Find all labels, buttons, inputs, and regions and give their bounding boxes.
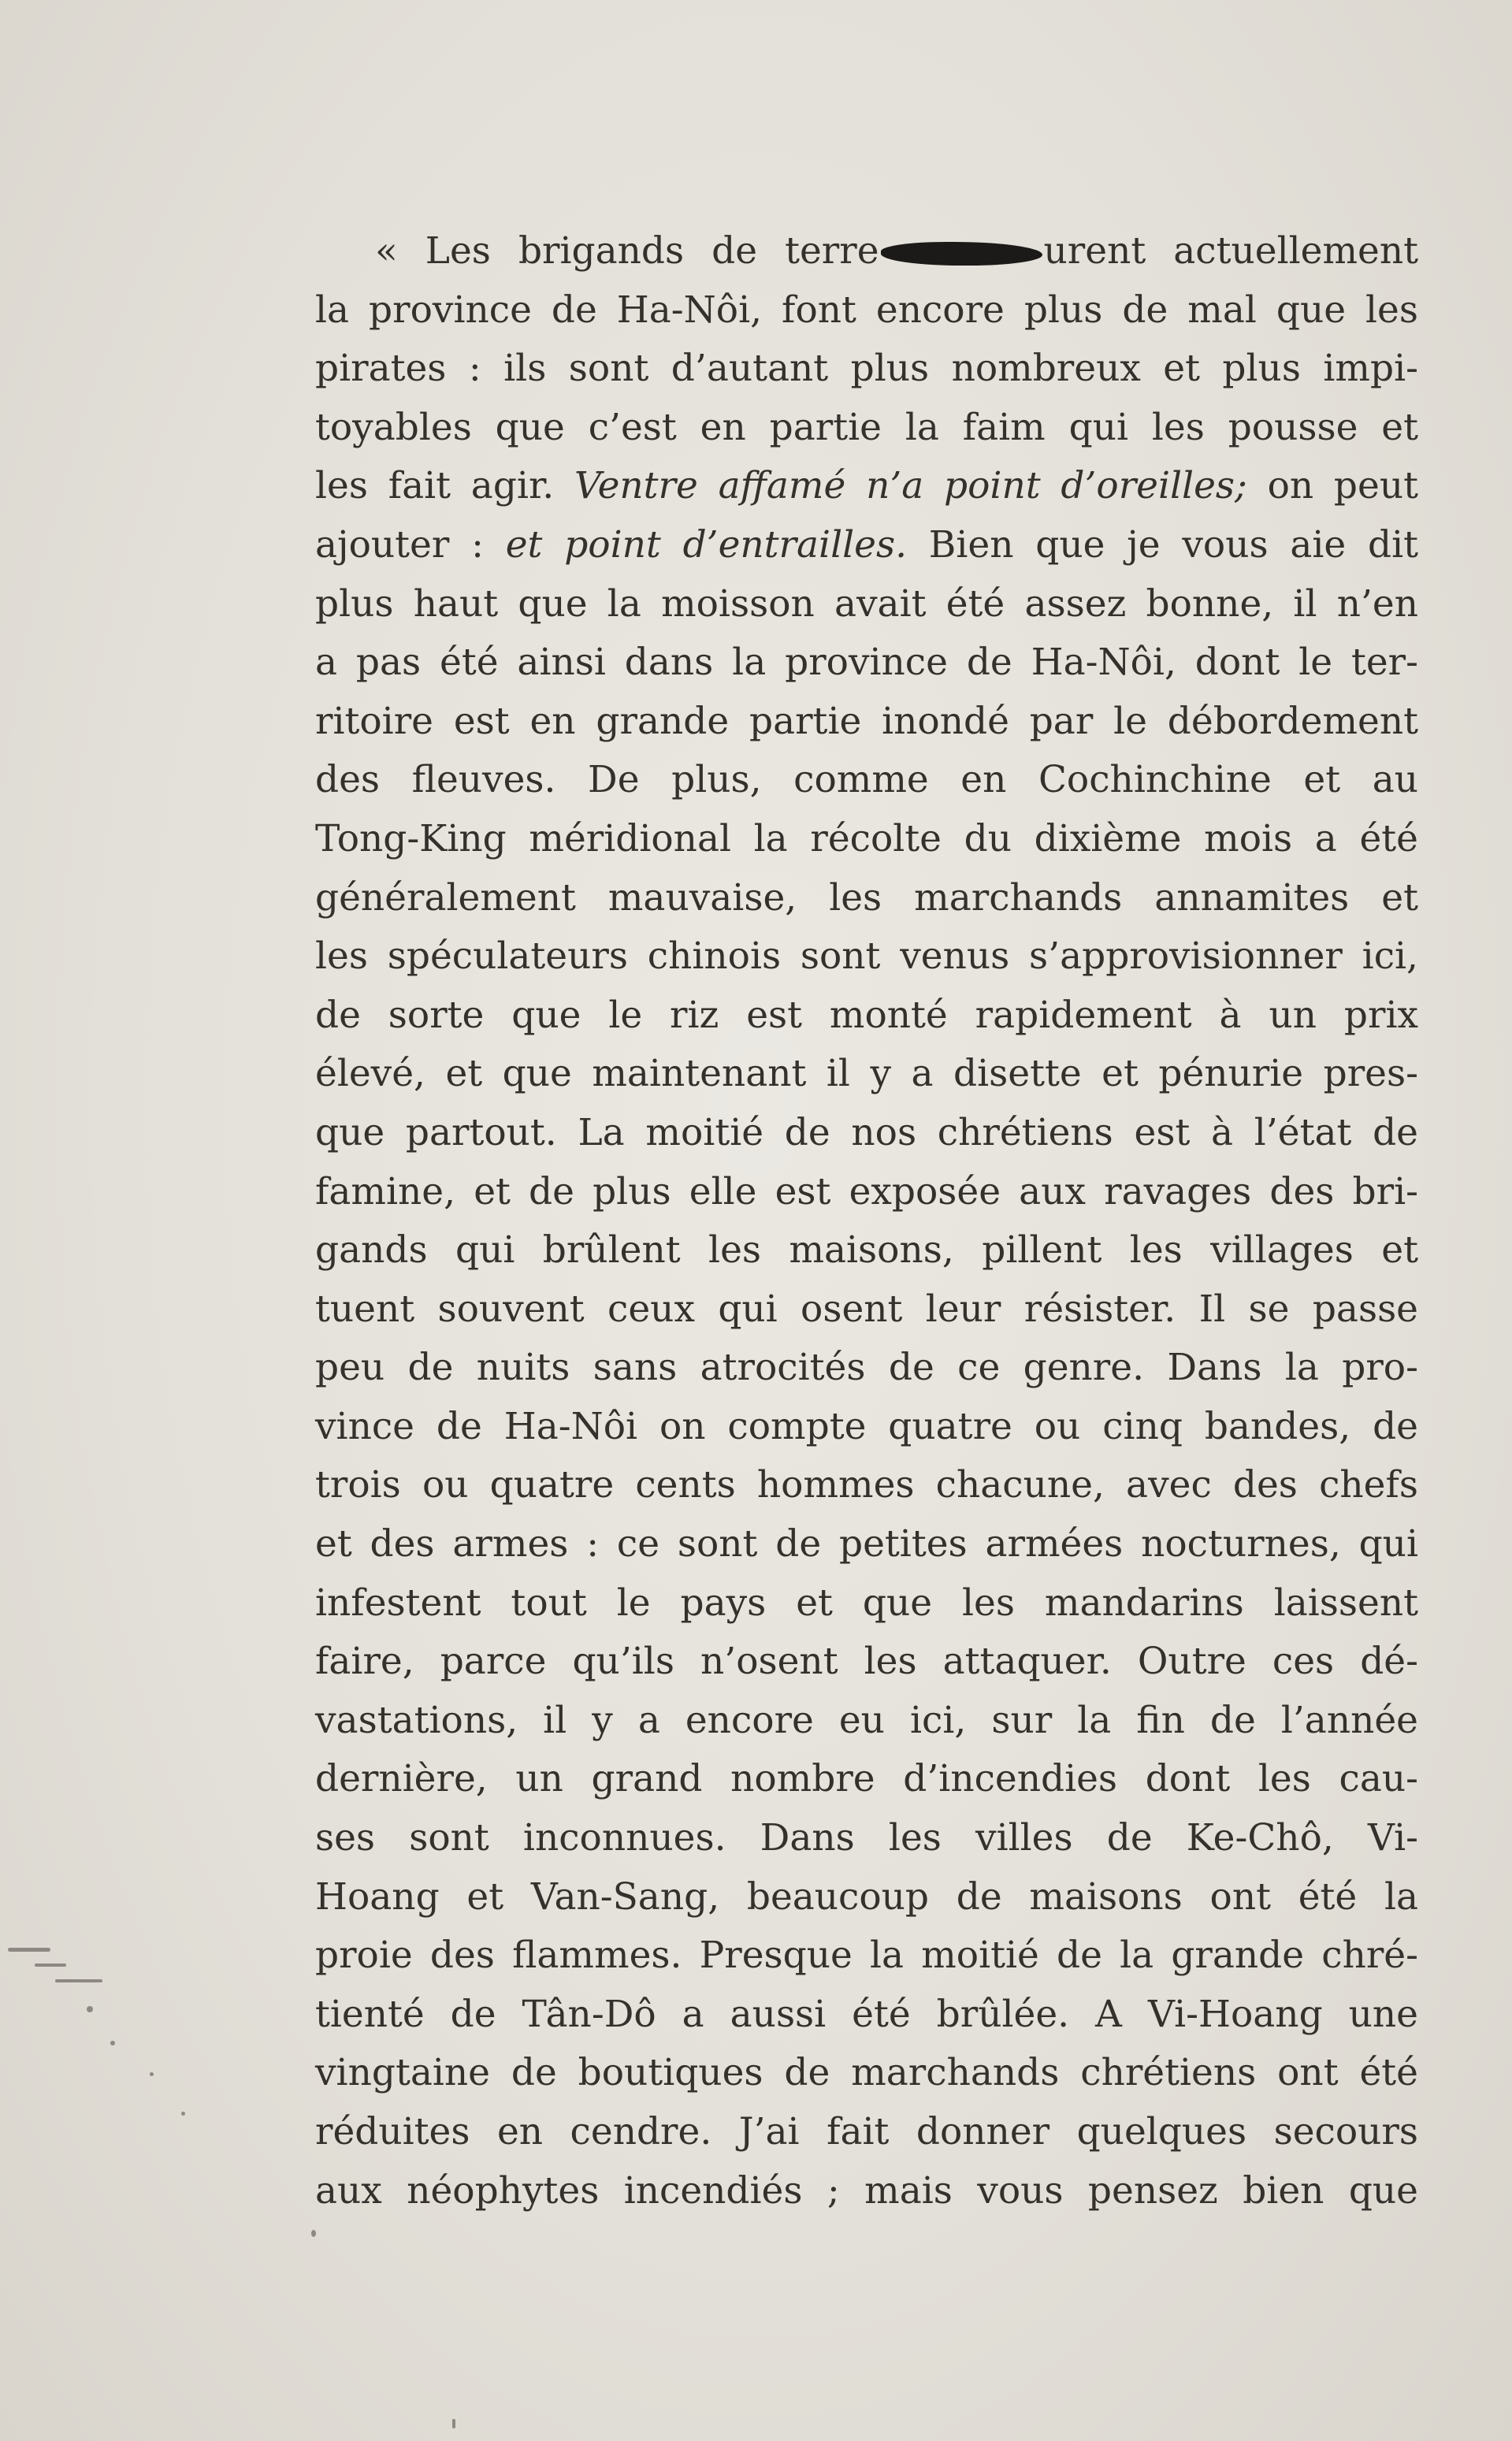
- text-line: [315, 222, 1418, 281]
- text-line: [315, 986, 1418, 1046]
- text-line: [315, 1750, 1418, 1809]
- text-segment: tuent souvent ceux qui osent leur résister. Il se passe: [315, 1287, 1418, 1331]
- text-segment: que partout. La moitié de nos chrétiens est à l’état de: [315, 1110, 1418, 1154]
- text-segment: gands qui brûlent les maisons, pillent les villages et: [315, 1228, 1418, 1273]
- text-segment: trois ou quatre cents hommes chacune, avec des chefs: [315, 1463, 1418, 1507]
- text-segment: des fleuves. De plus, comme en Cochinchine et au: [315, 758, 1418, 802]
- text-line: [315, 1574, 1418, 1633]
- italic-text: et point d’entrailles.: [505, 522, 908, 567]
- italic-text: Ventre affamé n’a point d’oreilles;: [574, 464, 1247, 508]
- text-segment: ses sont inconnues. Dans les villes de Ke-Chô, Vi-: [315, 1816, 1418, 1860]
- text-segment: aux néophytes incendiés ; mais vous pensez bien que: [315, 2168, 1418, 2213]
- text-segment: Bien que je vous aie dit: [907, 522, 1419, 567]
- text-segment: a pas été ainsi dans la province de Ha-Nôi, dont le ter-: [315, 641, 1418, 685]
- text-line: [315, 1515, 1418, 1574]
- text-segment: vince de Ha-Nôi on compte quatre ou cinq bandes, de: [315, 1404, 1418, 1448]
- text-line: [315, 340, 1418, 399]
- text-segment: « Les brigands de terre: [375, 229, 879, 273]
- text-line: [315, 1045, 1418, 1104]
- margin-speck: [150, 2072, 154, 2076]
- text-segment: plus haut que la moisson avait été assez bonne, il n’en: [315, 581, 1418, 626]
- margin-speck: [110, 2041, 115, 2045]
- text-line: [315, 751, 1418, 810]
- text-line: [315, 927, 1418, 986]
- text-line: [315, 575, 1418, 634]
- text-segment: proie des flammes. Presque la moitié de la grande chré-: [315, 1934, 1418, 1978]
- text-line: [315, 693, 1418, 752]
- margin-speck: [87, 2006, 93, 2012]
- margin-speck: [35, 1964, 66, 1967]
- text-line: [315, 2044, 1418, 2103]
- text-line: [315, 1926, 1418, 1986]
- text-segment: famine, et de plus elle est exposée aux ravages des bri-: [315, 1169, 1418, 1213]
- text-segment: urent actuellement: [1043, 229, 1418, 273]
- text-line: [315, 1986, 1418, 2045]
- text-segment: infestent tout le pays et que les mandarins laissent: [315, 1581, 1418, 1625]
- text-line: [315, 1633, 1418, 1692]
- text-segment: peu de nuits sans atrocités de ce genre. Dans la pro-: [315, 1346, 1418, 1390]
- text-line: [315, 457, 1418, 516]
- text-segment: Hoang et Van-Sang, beaucoup de maisons ont été la: [315, 1874, 1418, 1919]
- text-segment: faire, parce qu’ils n’osent les attaquer. Outre ces dé-: [315, 1640, 1418, 1684]
- text-line: [315, 810, 1418, 869]
- text-segment: vingtaine de boutiques de marchands chrétiens ont été: [315, 2051, 1418, 2095]
- text-line: [315, 281, 1418, 340]
- text-line: [315, 633, 1418, 693]
- text-segment: on peut: [1246, 464, 1418, 508]
- text-segment: la province de Ha-Nôi, font encore plus de mal que les: [315, 288, 1418, 332]
- text-segment: pirates : ils sont d’autant plus nombreux et plus impi-: [315, 347, 1418, 391]
- text-line: [315, 1221, 1418, 1280]
- text-line: [315, 2103, 1418, 2162]
- text-line: [315, 1692, 1418, 1751]
- ink-blot: [881, 242, 1042, 266]
- text-line: [315, 869, 1418, 928]
- text-segment: les spéculateurs chinois sont venus s’approvisionner ici,: [315, 934, 1418, 979]
- text-segment: dernière, un grand nombre d’incendies dont les cau-: [315, 1757, 1418, 1801]
- text-line: [315, 1809, 1418, 1868]
- text-segment: ritoire est en grande partie inondé par le débordement: [315, 699, 1418, 743]
- text-line: [315, 1104, 1418, 1163]
- text-line: [315, 399, 1418, 458]
- margin-speck: [452, 2419, 455, 2428]
- text-line: [315, 2162, 1418, 2221]
- text-line: [315, 1456, 1418, 1515]
- text-line: [315, 1163, 1418, 1222]
- text-segment: ajouter :: [315, 522, 506, 567]
- margin-speck: [55, 1979, 102, 1982]
- margin-speck: [311, 2230, 316, 2237]
- text-line: [315, 1398, 1418, 1457]
- text-line: [315, 516, 1418, 575]
- text-segment: vastations, il y a encore eu ici, sur la fin de l’année: [315, 1698, 1418, 1742]
- text-segment: les fait agir.: [315, 464, 574, 508]
- text-line: [315, 1868, 1418, 1927]
- text-segment: Tong-King méridional la récolte du dixième mois a été: [315, 816, 1418, 860]
- text-line: [315, 1280, 1418, 1339]
- text-segment: élevé, et que maintenant il y a disette et pénurie pres-: [315, 1052, 1418, 1096]
- text-segment: et des armes : ce sont de petites armées nocturnes, qui: [315, 1522, 1418, 1566]
- text-segment: toyables que c’est en partie la faim qui les pousse et: [315, 405, 1418, 449]
- body-text: [315, 222, 1418, 2220]
- text-segment: tienté de Tân-Dô a aussi été brûlée. A Vi-Hoang une: [315, 1992, 1418, 2036]
- margin-speck: [8, 1948, 50, 1952]
- text-segment: réduites en cendre. J’ai fait donner quelques secours: [315, 2110, 1418, 2153]
- margin-speck: [181, 2112, 185, 2116]
- text-line: [315, 1339, 1418, 1398]
- text-segment: généralement mauvaise, les marchands annamites et: [315, 875, 1418, 920]
- text-segment: de sorte que le riz est monté rapidement à un prix: [315, 993, 1418, 1037]
